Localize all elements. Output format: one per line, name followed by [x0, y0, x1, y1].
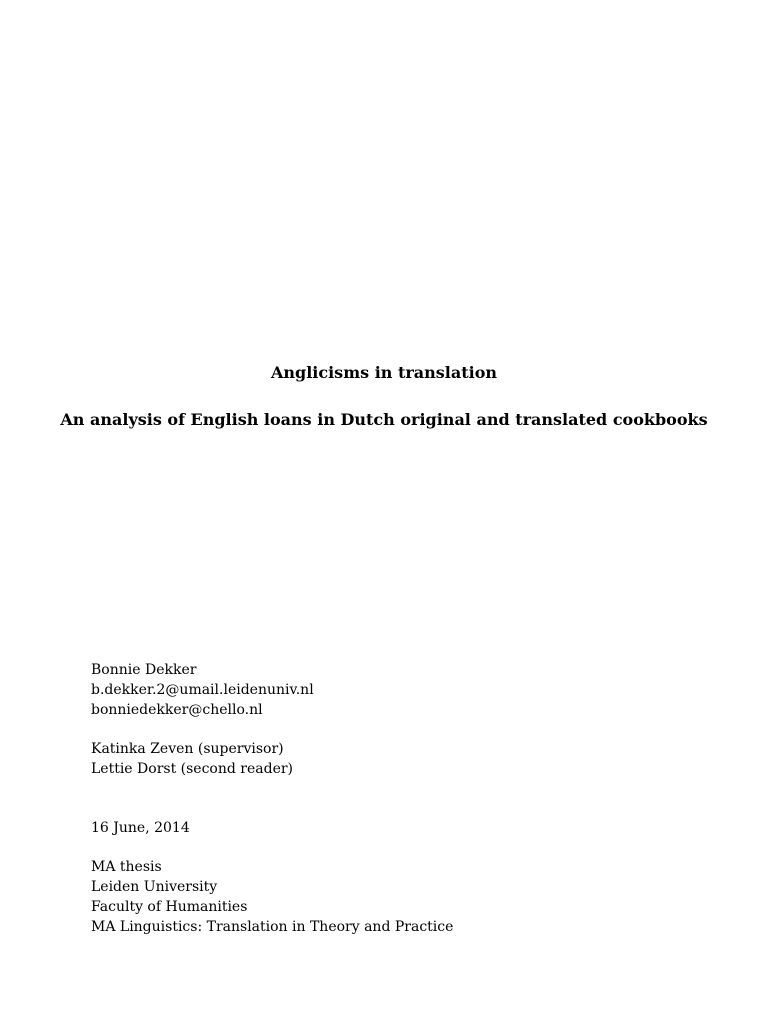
- supervisor-name: Katinka Zeven (supervisor): [91, 741, 284, 757]
- author-email-personal: bonniedekker@chello.nl: [91, 702, 263, 718]
- author-email-university: b.dekker.2@umail.leidenuniv.nl: [91, 682, 314, 698]
- faculty-name: Faculty of Humanities: [91, 899, 248, 915]
- date-info: [91, 818, 190, 838]
- second-reader-name: Lettie Dorst (second reader): [91, 761, 294, 777]
- author-info: [91, 660, 314, 720]
- programme-name: MA Linguistics: Translation in Theory and Practice: [91, 919, 454, 935]
- thesis-info: [91, 857, 453, 937]
- readers-info: [91, 739, 293, 779]
- author-name: Bonnie Dekker: [91, 662, 197, 678]
- submission-date: 16 June, 2014: [91, 820, 190, 836]
- document-subtitle: An analysis of English loans in Dutch original and translated cookbooks: [60, 410, 708, 429]
- document-title: Anglicisms in translation: [270, 363, 498, 382]
- university-name: Leiden University: [91, 879, 218, 895]
- thesis-type: MA thesis: [91, 859, 162, 875]
